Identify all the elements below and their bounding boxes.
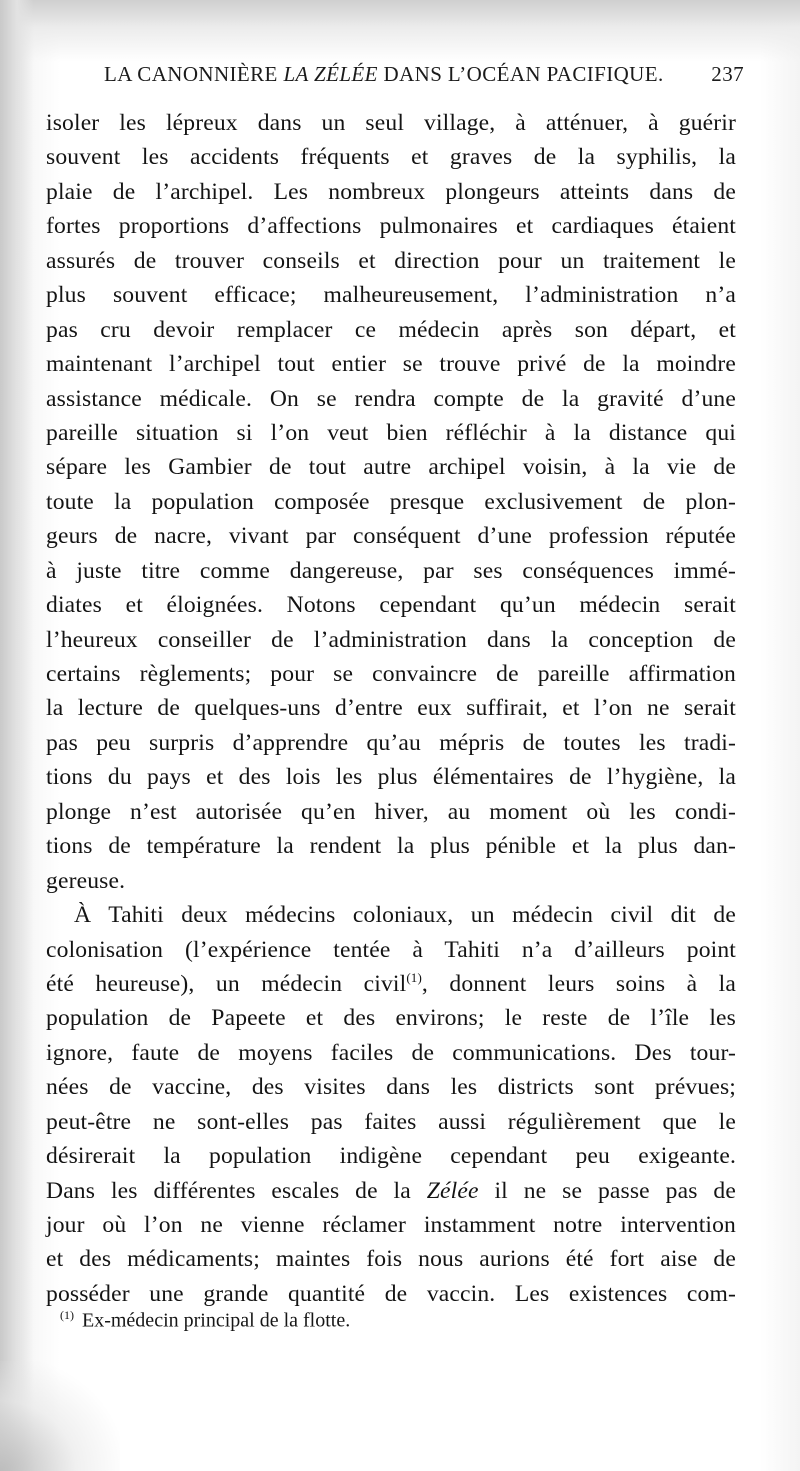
paragraph-2-line: jour où l’on ne vienne réclamer instamment notre intervention	[46, 1212, 736, 1238]
text-line: gereuse.	[46, 867, 126, 894]
footnote	[60, 1308, 660, 1333]
paragraph-2-line-segment: été heureuse), un médecin civil	[46, 970, 407, 997]
paragraph-2-line: désirerait la population indigène cependant peu exigeante.	[46, 1143, 736, 1170]
footnote-reference[interactable]: (1)	[406, 970, 422, 986]
running-head-title	[104, 62, 664, 87]
text-line: pareille situation si l’on veut bien réfléchir à la distance qui	[46, 419, 736, 446]
text-line: fortes proportions d’affections pulmonaires et cardiaques étaient	[46, 213, 736, 240]
paragraph-2-line: et des médicaments; maintes fois nous aurions été fort aise de	[46, 1246, 736, 1273]
scan-shadow-left	[0, 0, 34, 1471]
paragraph-2-line: posséder une grande quantité de vaccin. Les existences com-	[46, 1280, 736, 1307]
paragraph-2-line: population de Papeete et des environs; le reste de l’île les	[46, 1005, 736, 1032]
scan-shadow-top	[0, 0, 800, 62]
paragraph-2-line: nées de vaccine, des visites dans les districts sont prévues;	[46, 1074, 736, 1101]
paragraph-2-line-segment: il ne se passe pas de	[478, 1177, 736, 1204]
text-line: geurs de nacre, vivant par conséquent d’une profession réputée	[46, 523, 736, 550]
running-head	[104, 62, 744, 94]
text-line: plaie de l’archipel. Les nombreux plongeurs atteints dans de	[46, 178, 736, 205]
paragraph-2-line: colonisation (l’expérience tentée à Tahiti n’a d’ailleurs point	[46, 936, 736, 963]
footnote-marker: (1)	[60, 1308, 74, 1322]
running-head-ship-name: LA ZÉLÉE	[283, 62, 378, 86]
paragraph-2-line-segment: Dans les différentes escales de la	[46, 1177, 427, 1204]
paragraph-2-line	[46, 1174, 736, 1208]
paragraph-2-line	[46, 967, 736, 1001]
paragraph-2-line: peut-être ne sont-elles pas faites aussi régulièrement que le	[46, 1108, 736, 1135]
text-line: diates et éloignées. Notons cependant qu’un médecin serait	[46, 592, 736, 619]
page-number: 237	[711, 62, 744, 86]
text-line: l’heureux conseiller de l’administration dans la conception de	[46, 626, 736, 653]
text-line: à juste titre comme dangereuse, par ses conséquences immé-	[46, 557, 736, 584]
paragraph-2-line-segment: , donnent leurs soins à la	[421, 970, 736, 997]
paragraph-2-line: ignore, faute de moyens faciles de communications. Des tour-	[46, 1039, 736, 1066]
scan-shadow-bottom	[0, 1361, 120, 1471]
text-line: souvent les accidents fréquents et graves de la syphilis, la	[46, 144, 736, 171]
text-line: assistance médicale. On se rendra compte de la gravité d’une	[46, 385, 736, 412]
text-line: plus souvent efficace; malheureusement, l’administration n’a	[46, 282, 736, 309]
text-line: pas cru devoir remplacer ce médecin après son départ, et	[46, 316, 736, 343]
text-line: tions du pays et des lois les plus élémentaires de l’hygiène, la	[46, 764, 736, 791]
body-text	[46, 106, 736, 1311]
text-line: sépare les Gambier de tout autre archipel voisin, à la vie de	[46, 454, 736, 481]
footnote-text: Ex-médecin principal de la flotte.	[82, 1309, 351, 1332]
text-line: maintenant l’archipel tout entier se trouve privé de la moindre	[46, 351, 736, 378]
text-line: certains règlements; pour se convaincre de pareille affirmation	[46, 661, 736, 687]
ship-name-italic: Zélée	[426, 1177, 479, 1204]
text-line: isoler les lépreux dans un seul village, à atténuer, à guérir	[46, 110, 736, 136]
text-line: la lecture de quelques-uns d’entre eux suffirait, et l’on ne serait	[46, 695, 736, 722]
text-line: tions de température la rendent la plus pénible et la plus dan-	[46, 833, 736, 860]
running-head-title-start: LA CANONNIÈRE	[104, 62, 284, 86]
text-line: pas peu surpris d’apprendre qu’au mépris de toutes les tradi-	[46, 729, 736, 756]
paragraph-2-line: À Tahiti deux médecins coloniaux, un médecin civil dit de	[74, 902, 736, 929]
running-head-title-end: DANS L’OCÉAN PACIFIQUE.	[377, 62, 664, 86]
text-line: assurés de trouver conseils et direction pour un traitement le	[46, 247, 736, 274]
text-line: toute la population composée presque exclusivement de plon-	[46, 488, 736, 515]
text-line: plonge n’est autorisée qu’en hiver, au moment où les condi-	[46, 798, 736, 825]
